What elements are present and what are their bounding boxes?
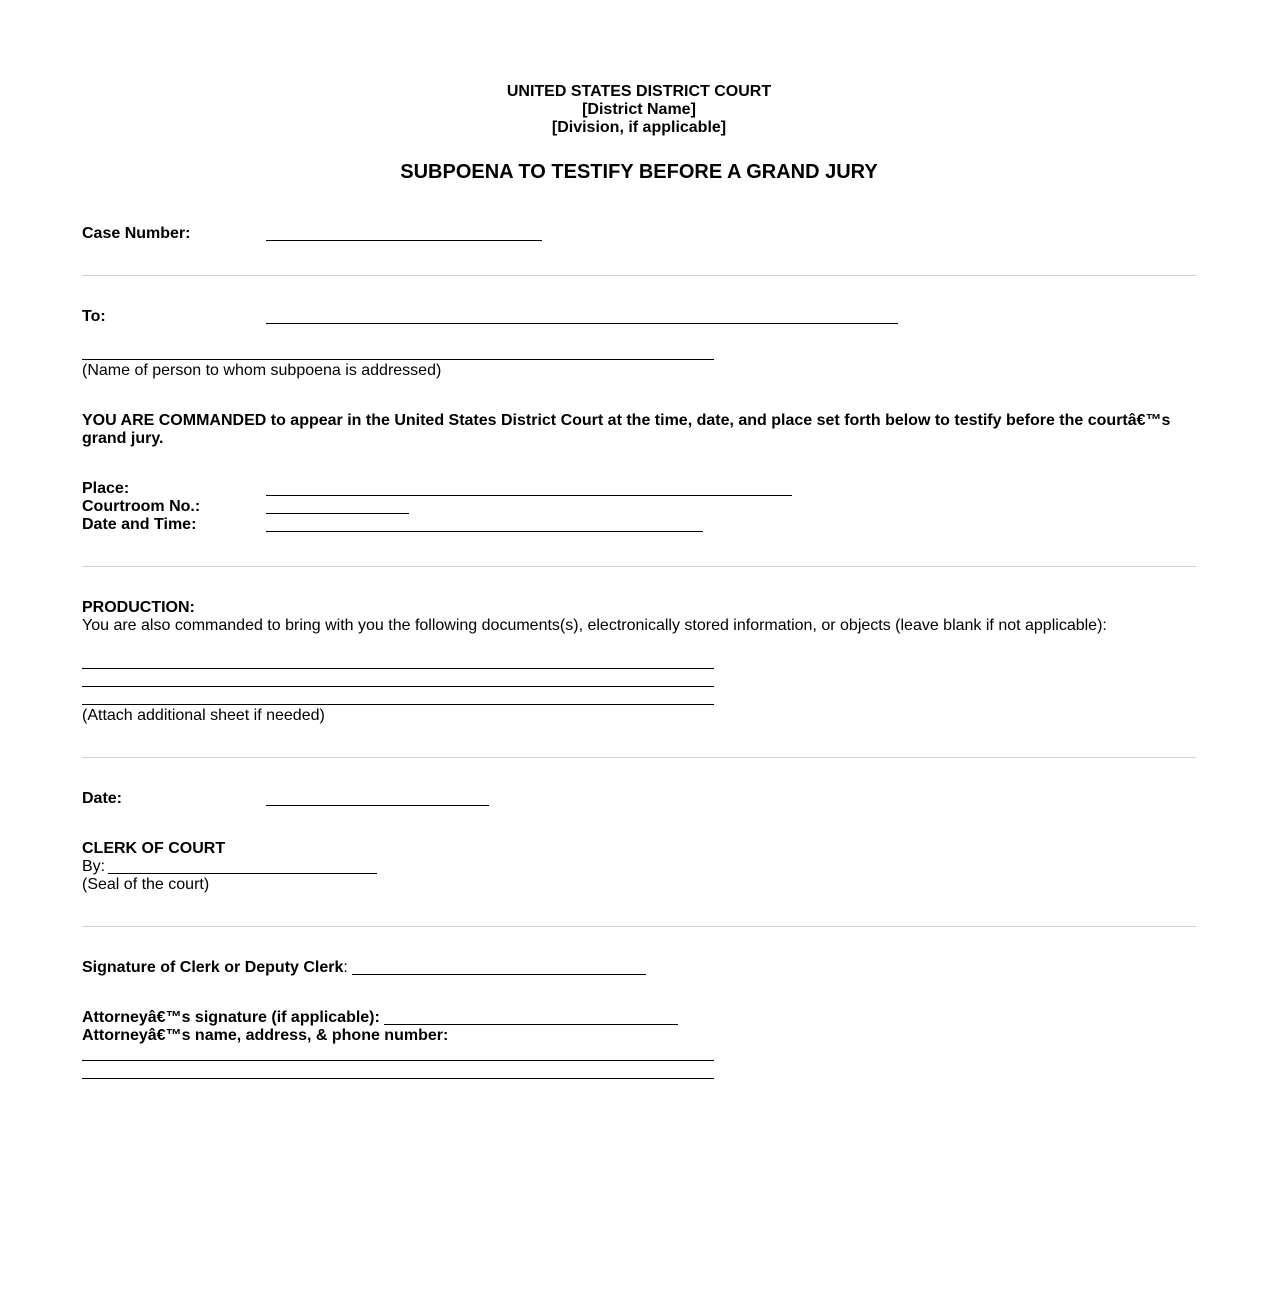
section-divider bbox=[82, 275, 1196, 276]
place-label: Place: bbox=[82, 480, 130, 497]
attorney-signature-field[interactable] bbox=[384, 1024, 678, 1025]
production-note: (Attach additional sheet if needed) bbox=[82, 707, 325, 724]
command-text-line1: YOU ARE COMMANDED to appear in the United States District Court at the time, date, and place set forth below to testify before the courtâ€™s bbox=[82, 412, 1171, 429]
attorney-info-line-2[interactable] bbox=[82, 1078, 714, 1079]
datetime-label: Date and Time: bbox=[82, 516, 197, 533]
production-line-3[interactable] bbox=[82, 704, 714, 705]
datetime-field[interactable] bbox=[266, 531, 703, 532]
to-label: To: bbox=[82, 308, 106, 325]
section-divider bbox=[82, 566, 1196, 567]
recipient-name-field[interactable] bbox=[82, 359, 714, 360]
attorney-signature-label: Attorneyâ€™s signature (if applicable): bbox=[82, 1009, 380, 1026]
case-number-field[interactable] bbox=[266, 240, 542, 241]
courtroom-field[interactable] bbox=[266, 513, 409, 514]
place-field[interactable] bbox=[266, 495, 792, 496]
clerk-signature-label: Signature of Clerk or Deputy Clerk bbox=[82, 959, 344, 976]
attorney-info-line-1[interactable] bbox=[82, 1060, 714, 1061]
attorney-info-label: Attorneyâ€™s name, address, & phone number: bbox=[82, 1027, 449, 1044]
date-label: Date: bbox=[82, 790, 123, 807]
command-text-line2: grand jury. bbox=[82, 430, 164, 447]
production-line-2[interactable] bbox=[82, 686, 714, 687]
courtroom-label: Courtroom No.: bbox=[82, 498, 201, 515]
clerk-heading: CLERK OF COURT bbox=[82, 840, 226, 857]
production-heading: PRODUCTION: bbox=[82, 599, 195, 616]
recipient-name-note: (Name of person to whom subpoena is addressed) bbox=[82, 362, 442, 379]
by-field[interactable] bbox=[108, 873, 377, 874]
to-field[interactable] bbox=[266, 323, 898, 324]
page-title: SUBPOENA TO TESTIFY BEFORE A GRAND JURY bbox=[400, 161, 878, 183]
case-number-label: Case Number: bbox=[82, 225, 191, 242]
production-line-1[interactable] bbox=[82, 668, 714, 669]
section-divider bbox=[82, 757, 1196, 758]
division-name: [Division, if applicable] bbox=[551, 119, 727, 136]
clerk-signature-row bbox=[82, 959, 348, 977]
seal-note: (Seal of the court) bbox=[82, 876, 210, 893]
by-label: By: bbox=[82, 858, 106, 875]
court-name: UNITED STATES DISTRICT COURT bbox=[506, 83, 772, 100]
section-divider bbox=[82, 926, 1196, 927]
clerk-signature-field[interactable] bbox=[352, 974, 646, 975]
date-field[interactable] bbox=[266, 805, 489, 806]
production-instructions: You are also commanded to bring with you the following documents(s), electronically stored information, or objects (leave blank if not applicable): bbox=[82, 617, 1107, 634]
district-name: [District Name] bbox=[582, 101, 696, 118]
clerk-signature-colon: : bbox=[343, 959, 348, 976]
